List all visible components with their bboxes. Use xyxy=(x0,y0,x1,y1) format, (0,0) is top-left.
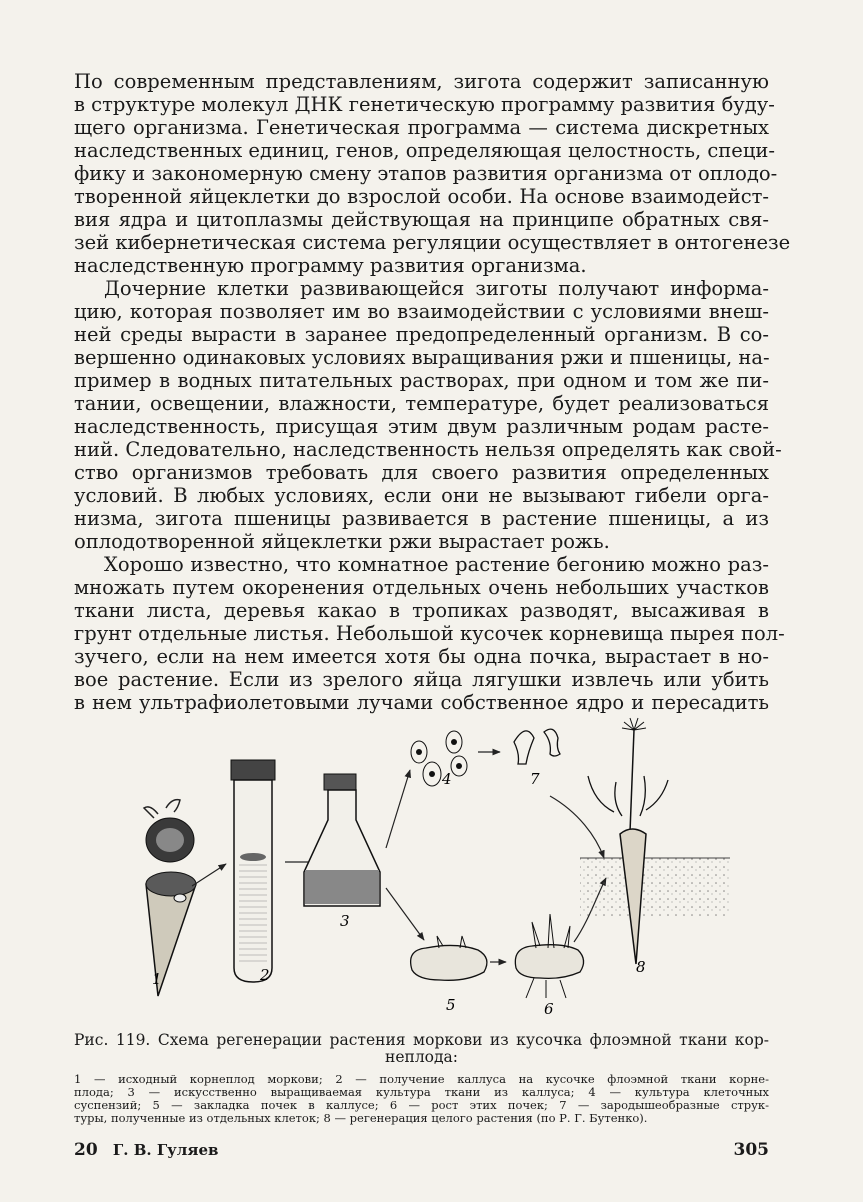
text-line: ний. Следовательно, наследственность нельзя определять как свой- xyxy=(74,438,782,461)
signature-number: 20 xyxy=(74,1140,98,1160)
page-footer xyxy=(74,1140,769,1164)
culture-flask-illustration xyxy=(304,770,424,940)
text-line: вершенно одинаковых условиях выращивания ржи и пшеницы, на- xyxy=(74,346,770,369)
caption-title-line: неплода: xyxy=(384,1048,459,1066)
embryoid-structures-illustration xyxy=(514,729,560,764)
text-line: зучего, если на нем имеется хотя бы одна почка, вырастает в но- xyxy=(74,645,769,668)
text-line: оплодотворенной яйцеклетки ржи вырастает рожь. xyxy=(74,530,610,553)
text-line: вия ядра и цитоплазмы действующая на принципе обратных свя- xyxy=(74,208,769,231)
footer-left xyxy=(74,1140,218,1160)
regenerated-carrot-illustration xyxy=(580,718,730,964)
text-line: Хорошо известно, что комнатное растение бегонию можно раз- xyxy=(104,553,769,576)
figure-label-3: 3 xyxy=(340,912,350,930)
text-line: цию, которая позволяет им во взаимодействии с условиями внеш- xyxy=(74,300,769,323)
caption-legend-line: 1 — исходный корнеплод моркови; 2 — получение каллуса на кусочке флоэмной ткани корне- xyxy=(74,1072,769,1086)
text-line: наследственную программу развития организма. xyxy=(74,254,587,277)
text-line: Дочерние клетки развивающейся зиготы получают информа- xyxy=(104,277,769,300)
text-line: грунт отдельные листья. Небольшой кусочек корневища пырея пол- xyxy=(74,622,785,645)
text-line: ство организмов требовать для своего развития определенных xyxy=(74,461,769,484)
cell-suspension-illustration xyxy=(411,731,500,786)
text-line: наследственность, присущая этим двум различным родам расте- xyxy=(74,415,769,438)
body-text xyxy=(74,70,791,714)
text-line: в структуре молекул ДНК генетическую программу развития буду- xyxy=(74,93,775,116)
caption-legend-line: туры, полученные из отдельных клеток; 8 — регенерация целого растения (по Р. Г. Бутенко). xyxy=(74,1111,648,1125)
figure-label-7: 7 xyxy=(530,770,540,788)
text-line: щего организма. Генетическая программа — система дискретных xyxy=(74,116,769,139)
text-line: творенной яйцеклетки до взрослой особи. На основе взаимодейст- xyxy=(74,185,769,208)
figure-label-8: 8 xyxy=(636,958,646,976)
text-line: зей кибернетическая система регуляции осуществляет в онтогенезе xyxy=(74,231,791,254)
figure-label-2: 2 xyxy=(260,966,270,984)
figure-caption xyxy=(74,1032,769,1125)
author-name: Г. В. Гуляев xyxy=(112,1141,219,1159)
figure-label-6: 6 xyxy=(544,1000,554,1018)
text-line: условий. В любых условиях, если они не вызывают гибели орга- xyxy=(74,484,769,507)
callus-buds-illustration xyxy=(411,936,506,980)
figure-label-5: 5 xyxy=(446,996,456,1014)
bud-growth-illustration xyxy=(515,914,583,998)
text-line: в нем ультрафиолетовыми лучами собственное ядро и пересадить xyxy=(74,691,769,714)
caption-legend-line: суспензий; 5 — закладка почек в каллусе; 6 — рост этих почек; 7 — зародышеобразные струк- xyxy=(74,1098,769,1112)
text-line: пример в водных питательных растворах, при одном и том же пи- xyxy=(74,369,769,392)
page-number: 305 xyxy=(733,1140,769,1160)
text-line: ткани листа, деревья какао в тропиках разводят, высаживая в xyxy=(74,599,769,622)
caption-legend-line: плода; 3 — искусственно выращиваемая культура ткани из каллуса; 4 — культура клеточных xyxy=(74,1085,769,1099)
text-line: тании, освещении, влажности, температуре, будет реализоваться xyxy=(74,392,769,415)
text-line: наследственных единиц, генов, определяющая целостность, специ- xyxy=(74,139,775,162)
figure-label-1: 1 xyxy=(152,970,162,988)
text-line: фику и закономерную смену этапов развития организма от оплодо- xyxy=(74,162,778,185)
text-line: низма, зигота пшеницы развивается в растение пшеницы, а из xyxy=(74,507,769,530)
text-line: ней среды вырасти в заранее предопределенный организм. В со- xyxy=(74,323,769,346)
carrot-regeneration-figure xyxy=(74,712,769,1024)
carrot-root-illustration xyxy=(144,800,226,996)
caption-title-line: Рис. 119. Схема регенерации растения моркови из кусочка флоэмной ткани кор- xyxy=(74,1031,769,1049)
text-line: По современным представлениям, зигота содержит записанную xyxy=(74,70,769,93)
text-line: вое растение. Если из зрелого яйца лягушки извлечь или убить xyxy=(74,668,769,691)
figure-illustration xyxy=(74,712,769,1024)
text-line: множать путем окоренения отдельных очень небольших участков xyxy=(74,576,769,599)
figure-label-4: 4 xyxy=(442,770,452,788)
